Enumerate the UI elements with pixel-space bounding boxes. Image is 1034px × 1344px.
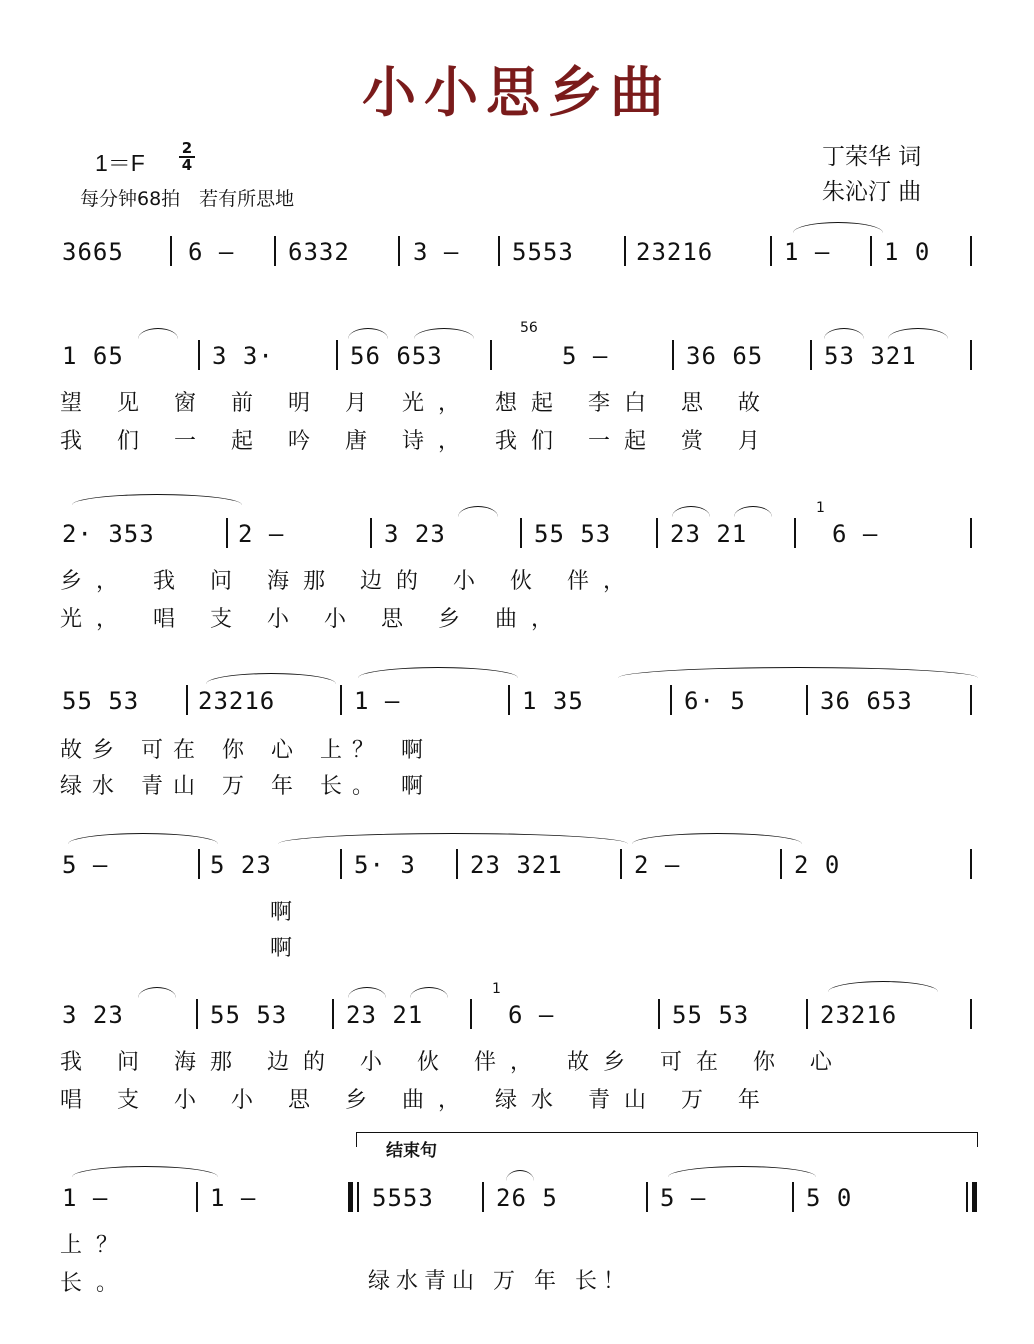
measure-notes: 3 – <box>413 238 460 266</box>
measure-notes: 36 65 <box>686 342 764 370</box>
measure-notes: 5 0 <box>806 1184 853 1212</box>
ending-bracket <box>356 1132 978 1147</box>
measure-notes: 5 – <box>562 342 609 370</box>
lyric-ending: 绿水青山 万 年 长！ <box>368 1269 631 1294</box>
measure-notes: 1 65 <box>62 342 124 370</box>
measure-notes: 1 – <box>62 1184 109 1212</box>
measure-notes: 1 0 <box>884 238 931 266</box>
measure-notes: 26 5 <box>496 1184 558 1212</box>
measure-notes: 6 – <box>508 1001 555 1029</box>
measure-notes: 5· 3 <box>354 851 416 879</box>
measure-notes: 2 – <box>238 520 285 548</box>
measure-notes: 55 53 <box>62 687 140 715</box>
measure-notes: 56 653 <box>350 342 443 370</box>
measure-notes: 1 35 <box>522 687 584 715</box>
measure-notes: 5553 <box>512 238 574 266</box>
staff-row-3 <box>58 500 978 632</box>
lyric-verse-2: 长。 <box>60 1271 133 1296</box>
measure-notes: 23216 <box>820 1001 898 1029</box>
repeat-sign <box>348 1182 359 1212</box>
time-signature <box>178 141 196 173</box>
staff-row-5 <box>58 843 978 961</box>
measure-notes: 1 – <box>354 687 401 715</box>
staff-row-6 <box>58 981 978 1113</box>
measure-notes: 3 3· <box>212 342 274 370</box>
lyric-verse-1: 啊 <box>270 900 307 925</box>
lyric-verse-1: 上？ <box>60 1233 133 1258</box>
measure-notes: 55 53 <box>534 520 612 548</box>
measure-notes: 2 – <box>634 851 681 879</box>
measure-notes: 55 53 <box>210 1001 288 1029</box>
final-barline <box>966 1182 977 1212</box>
measure-notes: 2· 353 <box>62 520 155 548</box>
composer-credit: 朱沁汀 曲 <box>822 179 922 205</box>
lyric-verse-2: 啊 <box>270 936 307 961</box>
staff-row-7 <box>58 1141 978 1296</box>
time-signature-bottom: 4 <box>181 156 193 174</box>
measure-notes: 23216 <box>198 687 276 715</box>
measure-notes: 55 53 <box>672 1001 750 1029</box>
measure-notes: 23 321 <box>470 851 563 879</box>
measure-notes: 36 653 <box>820 687 913 715</box>
measure-notes: 23216 <box>636 238 714 266</box>
measure-notes: 5553 <box>372 1184 434 1212</box>
measure-notes: 6332 <box>288 238 350 266</box>
tempo-marking: 每分钟68拍 若有所思地 <box>80 188 295 210</box>
measure-notes: 2 0 <box>794 851 841 879</box>
lyric-verse-1: 乡， 我 问 海那 边的 小 伙 伴， <box>60 569 639 594</box>
time-signature-top: 2 <box>181 139 193 157</box>
grace-notes: 1 <box>492 981 501 997</box>
measure-notes: 3 23 <box>62 1001 124 1029</box>
lyric-verse-2: 唱 支 小 小 思 乡 曲， 绿水 青山 万 年 <box>60 1088 774 1113</box>
song-title: 小小思乡曲 <box>362 60 672 124</box>
measure-notes: 3 23 <box>384 520 446 548</box>
staff-row-2 <box>58 320 978 454</box>
lyric-verse-2: 绿水 青山 万 年 长。 啊 <box>60 774 433 799</box>
measure-notes: 3665 <box>62 238 124 266</box>
grace-notes: 56 <box>520 320 538 336</box>
lyricist-credit: 丁荣华 词 <box>822 144 922 170</box>
measure-notes: 5 – <box>660 1184 707 1212</box>
measure-notes: 5 23 <box>210 851 272 879</box>
staff-row-4 <box>58 679 978 799</box>
measure-notes: 6 – <box>832 520 879 548</box>
measure-notes: 23 21 <box>346 1001 424 1029</box>
lyric-verse-1: 故乡 可在 你 心 上？ 啊 <box>60 738 433 763</box>
measure-notes: 5 – <box>62 851 109 879</box>
ending-label: 结束句 <box>386 1141 437 1161</box>
lyric-verse-1: 我 问 海那 边的 小 伙 伴， 故乡 可在 你 心 <box>60 1050 846 1075</box>
measure-notes: 6 – <box>188 238 235 266</box>
lyric-verse-1: 望 见 窗 前 明 月 光， 想起 李白 思 故 <box>60 391 774 416</box>
staff-row-1 <box>58 230 978 280</box>
measure-notes: 6· 5 <box>684 687 746 715</box>
measure-notes: 1 – <box>784 238 831 266</box>
key-signature: 1＝F <box>95 150 145 176</box>
lyric-verse-2: 我 们 一 起 吟 唐 诗， 我们 一起 赏 月 <box>60 429 774 454</box>
grace-notes: 1 <box>816 500 825 516</box>
measure-notes: 1 – <box>210 1184 257 1212</box>
measure-notes: 53 321 <box>824 342 917 370</box>
lyric-verse-2: 光， 唱 支 小 小 思 乡 曲， <box>60 607 567 632</box>
measure-notes: 23 21 <box>670 520 748 548</box>
